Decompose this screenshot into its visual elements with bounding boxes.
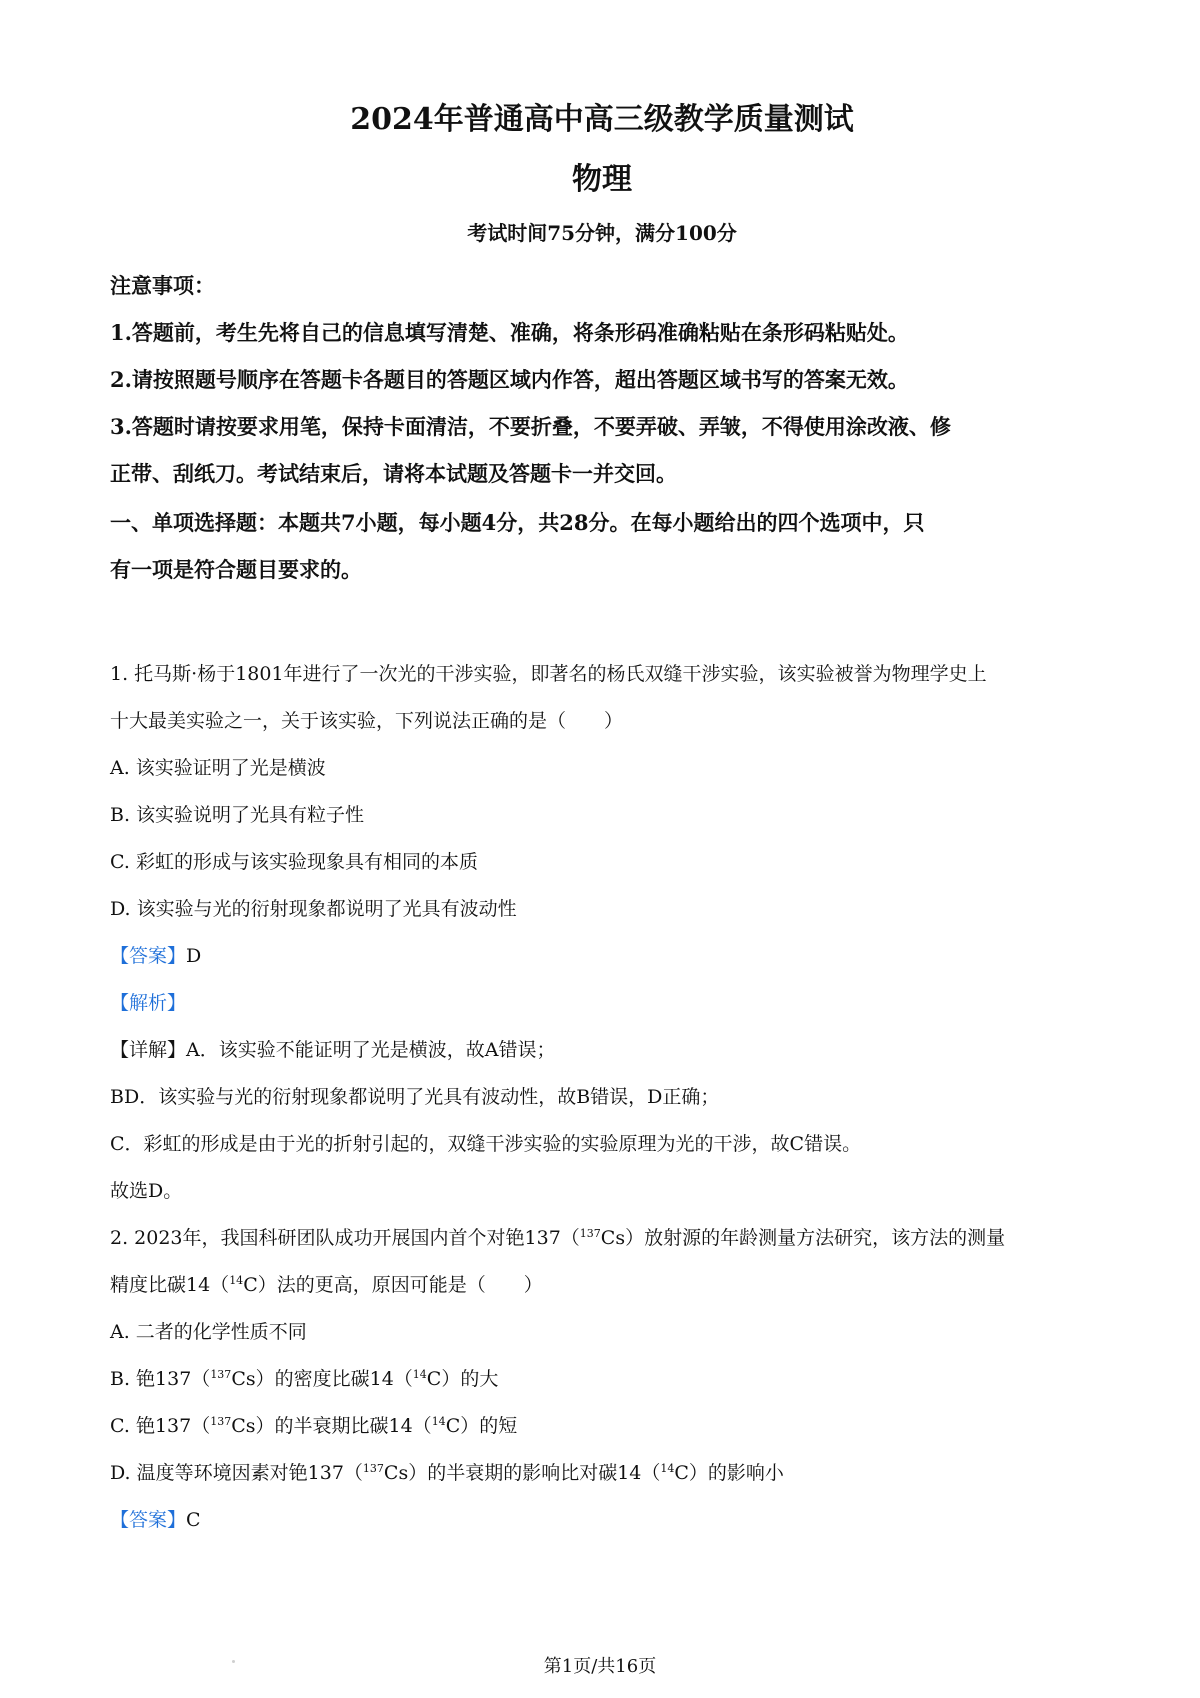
page-footer: 第1页/共16页	[543, 1656, 657, 1677]
section-line: 有一项是符合题目要求的。	[110, 557, 362, 582]
option-text: B. 铯137（	[110, 1368, 211, 1390]
option-c: C. 彩虹的形成与该实验现象具有相同的本质	[110, 851, 478, 873]
detail-text: A．该实验不能证明了光是横波，故A错误；	[186, 1039, 556, 1061]
notes-block	[110, 262, 1094, 497]
question-stem: 十大最美实验之一，关于该实验，下列说法正确的是（ ）	[110, 710, 624, 732]
question-stem	[110, 1262, 1094, 1309]
isotope-superscript: 137	[210, 1368, 232, 1381]
isotope-superscript: 14	[229, 1274, 244, 1287]
notes-item: 3.答题时请按要求用笔，保持卡面清洁，不要折叠，不要弄破、弄皱，不得使用涂改液、修	[110, 414, 951, 439]
option-text: C）的影响小	[674, 1462, 784, 1484]
section-line: 一、单项选择题：本题共7小题，每小题4分，共28分。在每小题给出的四个选项中，只	[110, 510, 925, 535]
question-stem: 1. 托马斯·杨于1801年进行了一次光的干涉实验，即著名的杨氏双缝干涉实验，该实验被誉为物理学史上	[110, 663, 987, 685]
detail-line	[110, 1027, 1094, 1074]
analysis-line	[110, 980, 1094, 1027]
isotope-superscript: 137	[579, 1227, 601, 1240]
question-2	[110, 1215, 1094, 1544]
detail-tag: 【详解】	[110, 1039, 187, 1061]
option-text: Cs）的密度比碳14（	[231, 1368, 413, 1390]
option-a: A. 二者的化学性质不同	[110, 1321, 307, 1343]
section-heading	[110, 499, 1094, 593]
stem-text: C）法的更高，原因可能是（ ）	[243, 1274, 543, 1296]
option-text: Cs）的半衰期的影响比对碳14（	[383, 1462, 661, 1484]
detail-line: BD．该实验与光的衍射现象都说明了光具有波动性，故B错误，D正确；	[110, 1086, 720, 1108]
detail-line: 故选D。	[110, 1180, 183, 1202]
stem-text: 精度比碳14（	[110, 1274, 230, 1296]
notes-item: 1.答题前，考生先将自己的信息填写清楚、准确，将条形码准确粘贴在条形码粘贴处。	[110, 320, 909, 345]
answer-tag: 【答案】	[110, 1509, 187, 1531]
answer-tag: 【答案】	[110, 945, 187, 967]
answer-line	[110, 933, 1094, 980]
stem-text: Cs）放射源的年龄测量方法研究，该方法的测量	[600, 1227, 1006, 1249]
option-text: Cs）的半衰期比碳14（	[231, 1415, 432, 1437]
option-b: B. 该实验说明了光具有粒子性	[110, 804, 365, 826]
isotope-superscript: 14	[412, 1368, 427, 1381]
answer-value: C	[186, 1509, 201, 1531]
option-c	[110, 1403, 1094, 1450]
isotope-superscript: 137	[210, 1415, 232, 1428]
option-text: D. 温度等环境因素对铯137（	[110, 1462, 363, 1484]
option-b	[110, 1356, 1094, 1403]
stem-text: 2. 2023年，我国科研团队成功开展国内首个对铯137（	[110, 1227, 580, 1249]
exam-meta: 考试时间75分钟，满分100分	[467, 221, 737, 245]
option-a: A. 该实验证明了光是横波	[110, 757, 326, 779]
notes-item: 2.请按照题号顺序在答题卡各题目的答题区域内作答，超出答题区域书写的答案无效。	[110, 367, 909, 392]
exam-title: 2024年普通高中高三级教学质量测试	[350, 102, 854, 137]
isotope-superscript: 14	[431, 1415, 446, 1428]
option-text: C）的大	[426, 1368, 499, 1390]
question-stem	[110, 1215, 1094, 1262]
subject-title: 物理	[572, 162, 632, 197]
detail-line: C．彩虹的形成是由于光的折射引起的，双缝干涉实验的实验原理为光的干涉，故C错误。	[110, 1133, 862, 1155]
option-text: C. 铯137（	[110, 1415, 211, 1437]
analysis-tag: 【解析】	[110, 992, 187, 1014]
option-text: C）的短	[445, 1415, 518, 1437]
isotope-superscript: 137	[362, 1462, 384, 1475]
question-1	[110, 651, 1094, 1215]
isotope-superscript: 14	[660, 1462, 675, 1475]
notes-item: 正带、刮纸刀。考试结束后，请将本试题及答题卡一并交回。	[110, 461, 677, 486]
answer-value: D	[186, 945, 202, 967]
option-d	[110, 1450, 1094, 1497]
notes-heading: 注意事项：	[110, 273, 215, 298]
answer-line	[110, 1497, 1094, 1544]
option-d: D. 该实验与光的衍射现象都说明了光具有波动性	[110, 898, 517, 920]
